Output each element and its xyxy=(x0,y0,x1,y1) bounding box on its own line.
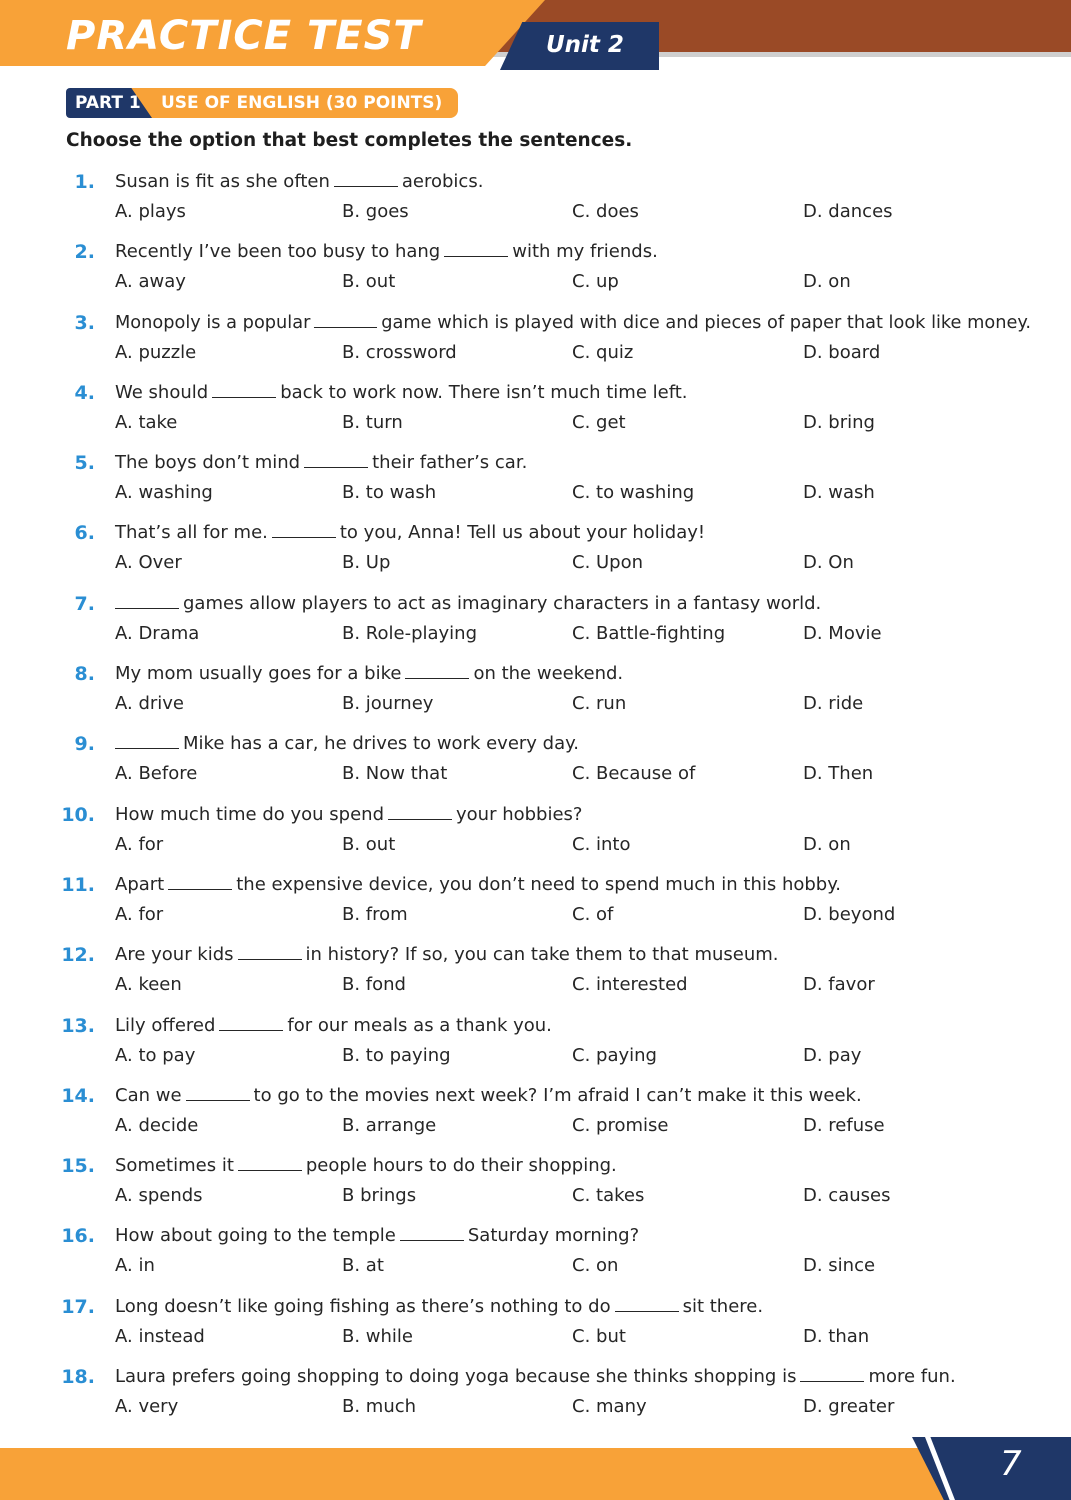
question-text xyxy=(115,1152,617,1180)
option-a: A. drive xyxy=(115,693,184,715)
question-item xyxy=(0,449,1071,519)
question-number: 1. xyxy=(74,171,95,193)
answer-blank xyxy=(405,662,469,679)
option-b: B. turn xyxy=(342,411,403,433)
option-c: C. many xyxy=(572,1396,647,1418)
question-text-after: people hours to do their shopping. xyxy=(305,1155,617,1177)
question-text-after: Saturday morning? xyxy=(467,1225,640,1247)
option-d: D. pay xyxy=(803,1044,862,1066)
answer-blank xyxy=(334,170,398,187)
question-text xyxy=(115,590,821,618)
option-d: D. beyond xyxy=(803,903,896,925)
part-name: USE OF ENGLISH (30 POINTS) xyxy=(161,93,443,113)
question-text xyxy=(115,379,688,407)
answer-blank xyxy=(800,1365,864,1382)
option-c: C. run xyxy=(572,693,627,715)
option-a: A. puzzle xyxy=(115,341,197,363)
option-b: B. while xyxy=(342,1325,413,1347)
option-c: C. interested xyxy=(572,974,688,996)
option-a: A. for xyxy=(115,903,164,925)
option-a: A. spends xyxy=(115,1185,203,1207)
option-c: C. Upon xyxy=(572,552,644,574)
question-item xyxy=(0,1152,1071,1222)
answer-blank xyxy=(238,943,302,960)
question-text-before: The boys don’t mind xyxy=(115,452,301,474)
question-text-before: Are your kids xyxy=(115,944,234,966)
question-item xyxy=(0,941,1071,1011)
question-text xyxy=(115,1012,552,1040)
question-text xyxy=(115,1082,862,1110)
question-text-after: to go to the movies next week? I’m afraid I can’t make it this week. xyxy=(253,1084,862,1106)
answer-blank xyxy=(615,1295,679,1312)
option-d: D. on xyxy=(803,271,851,293)
answer-blank xyxy=(400,1224,464,1241)
question-text xyxy=(115,1363,956,1391)
option-c: C. Because of xyxy=(572,763,696,785)
part-number: PART 1 xyxy=(75,93,141,113)
instruction: Choose the option that best completes the sentences. xyxy=(66,130,633,151)
option-c: C. up xyxy=(572,271,619,293)
question-item xyxy=(0,801,1071,871)
option-b: B. at xyxy=(342,1255,384,1277)
question-text xyxy=(115,449,527,477)
question-item xyxy=(0,1012,1071,1082)
question-number: 17. xyxy=(61,1295,95,1318)
question-item xyxy=(0,519,1071,589)
question-number: 2. xyxy=(74,241,95,264)
option-d: D. since xyxy=(803,1255,876,1277)
question-text-after: to you, Anna! Tell us about your holiday! xyxy=(339,522,706,544)
option-b: B. goes xyxy=(342,201,409,222)
question-number: 6. xyxy=(74,522,95,545)
question-item xyxy=(0,1082,1071,1152)
question-item xyxy=(0,1363,1071,1433)
answer-blank xyxy=(314,311,377,328)
question-text-before: That’s all for me. xyxy=(115,522,268,544)
question-number: 16. xyxy=(61,1225,95,1248)
question-text-after: sit there. xyxy=(682,1295,764,1317)
option-d: D. favor xyxy=(803,974,875,996)
question-text-before: My mom usually goes for a bike xyxy=(115,663,402,685)
option-c: C. Battle-fighting xyxy=(572,622,726,644)
option-a: A. for xyxy=(115,833,164,855)
question-item xyxy=(0,660,1071,730)
option-c: C. but xyxy=(572,1325,626,1347)
option-b: B. Role-playing xyxy=(342,622,478,644)
option-b: B. from xyxy=(342,903,408,925)
answer-blank xyxy=(168,873,232,890)
question-text xyxy=(115,168,483,196)
option-d: D. greater xyxy=(803,1396,895,1418)
question-text xyxy=(115,1222,639,1250)
question-text-after: game which is played with dice and pieces of paper that look like money. xyxy=(381,311,1031,333)
question-number: 11. xyxy=(61,873,95,896)
option-b: B. out xyxy=(342,833,396,855)
option-c: C. on xyxy=(572,1255,619,1277)
option-d: D. dances xyxy=(803,201,893,222)
question-item xyxy=(0,590,1071,660)
question-number: 5. xyxy=(74,452,95,475)
question-text-before: Sometimes it xyxy=(115,1155,234,1177)
part-badge xyxy=(66,88,458,118)
question-text xyxy=(115,660,623,688)
question-text xyxy=(115,801,583,829)
footer-band xyxy=(0,1448,1071,1500)
option-a: A. to pay xyxy=(115,1044,196,1066)
question-item xyxy=(0,1293,1071,1363)
question-item xyxy=(0,1222,1071,1292)
question-number: 7. xyxy=(74,592,95,615)
option-b: B brings xyxy=(342,1185,417,1207)
option-a: A. keen xyxy=(115,974,182,996)
question-text xyxy=(115,730,579,758)
question-text-before: How much time do you spend xyxy=(115,803,385,825)
option-b: B. Up xyxy=(342,552,391,574)
option-b: B. journey xyxy=(342,693,434,715)
option-d: D. Movie xyxy=(803,622,882,644)
question-text-before: Apart xyxy=(115,873,165,895)
option-a: A. in xyxy=(115,1255,155,1277)
option-c: C. into xyxy=(572,833,631,855)
question-text-before: Can we xyxy=(115,1084,182,1106)
answer-blank xyxy=(444,240,508,257)
question-text xyxy=(115,309,1031,337)
option-b: B. to paying xyxy=(342,1044,451,1066)
question-number: 12. xyxy=(61,944,95,967)
option-d: D. ride xyxy=(803,693,864,715)
unit-label: Unit 2 xyxy=(546,32,624,58)
option-a: A. away xyxy=(115,271,186,293)
option-b: B. to wash xyxy=(342,482,437,504)
option-c: C. promise xyxy=(572,1114,669,1136)
option-a: A. plays xyxy=(115,201,186,222)
option-c: C. does xyxy=(572,201,639,222)
page-number: 7 xyxy=(1000,1444,1022,1484)
question-text-after: more fun. xyxy=(868,1366,956,1388)
question-text-before: Susan is fit as she often xyxy=(115,171,330,192)
question-text-after: back to work now. There isn’t much time left. xyxy=(280,381,688,403)
answer-blank xyxy=(186,1084,250,1101)
question-text-after: the expensive device, you don’t need to spend much in this hobby. xyxy=(236,873,842,895)
question-number: 8. xyxy=(74,663,95,686)
option-d: D. board xyxy=(803,341,881,363)
question-item xyxy=(0,730,1071,800)
question-text-before: Lily offered xyxy=(115,1014,216,1036)
option-c: C. of xyxy=(572,903,614,925)
question-text-after: for our meals as a thank you. xyxy=(287,1014,552,1036)
option-a: A. washing xyxy=(115,482,213,504)
option-d: D. Then xyxy=(803,763,874,785)
question-number: 13. xyxy=(61,1014,95,1037)
option-a: A. instead xyxy=(115,1325,205,1347)
option-c: C. get xyxy=(572,411,626,433)
answer-blank xyxy=(388,803,452,820)
question-text-after: aerobics. xyxy=(401,171,484,192)
question-number: 4. xyxy=(74,381,95,404)
option-b: B. much xyxy=(342,1396,417,1418)
question-number: 3. xyxy=(74,311,95,334)
question-text xyxy=(115,871,841,899)
question-text-before: We should xyxy=(115,381,209,403)
option-d: D. on xyxy=(803,833,851,855)
question-item xyxy=(0,379,1071,449)
option-b: B. fond xyxy=(342,974,406,996)
question-number: 10. xyxy=(61,803,95,826)
question-text-after: your hobbies? xyxy=(456,803,583,825)
question-text-after: on the weekend. xyxy=(473,663,624,685)
option-a: A. very xyxy=(115,1396,179,1418)
option-d: D. wash xyxy=(803,482,875,504)
option-a: A. Over xyxy=(115,552,182,574)
option-d: D. causes xyxy=(803,1185,891,1207)
option-d: D. than xyxy=(803,1325,870,1347)
answer-blank xyxy=(219,1014,283,1031)
question-text xyxy=(115,519,705,547)
question-item xyxy=(0,309,1071,379)
option-b: B. arrange xyxy=(342,1114,437,1136)
question-item xyxy=(0,168,1071,238)
option-c: C. to washing xyxy=(572,482,695,504)
option-d: D. bring xyxy=(803,411,875,433)
question-text xyxy=(115,941,779,969)
question-text-before: Laura prefers going shopping to doing yoga because she thinks shopping is xyxy=(115,1366,797,1388)
question-text-after: games allow players to act as imaginary characters in a fantasy world. xyxy=(183,592,822,614)
answer-blank xyxy=(272,521,336,538)
question-item xyxy=(0,238,1071,308)
question-text-after: with my friends. xyxy=(512,241,658,263)
answer-blank xyxy=(115,732,179,749)
option-d: D. refuse xyxy=(803,1114,885,1136)
option-b: B. Now that xyxy=(342,763,448,785)
question-text-before: Long doesn’t like going fishing as there’s nothing to do xyxy=(115,1295,611,1317)
question-text-before: How about going to the temple xyxy=(115,1225,396,1247)
option-d: D. On xyxy=(803,552,854,574)
option-a: A. decide xyxy=(115,1114,199,1136)
question-number: 14. xyxy=(61,1084,95,1107)
option-b: B. crossword xyxy=(342,341,457,363)
option-c: C. paying xyxy=(572,1044,657,1066)
option-c: C. takes xyxy=(572,1185,645,1207)
answer-blank xyxy=(212,381,276,398)
question-text-after: their father’s car. xyxy=(372,452,528,474)
question-text-after: Mike has a car, he drives to work every day. xyxy=(183,733,579,755)
option-a: A. Drama xyxy=(115,622,200,644)
answer-blank xyxy=(238,1154,302,1171)
option-a: A. take xyxy=(115,411,178,433)
question-list xyxy=(0,168,1071,1433)
question-number: 9. xyxy=(74,733,95,756)
question-text-before: Monopoly is a popular xyxy=(115,311,311,333)
question-number: 15. xyxy=(61,1155,95,1178)
page-title: PRACTICE TEST xyxy=(66,13,422,59)
question-text-before: Recently I’ve been too busy to hang xyxy=(115,241,441,263)
answer-blank xyxy=(304,451,368,468)
answer-blank xyxy=(115,592,179,609)
question-text-after: in history? If so, you can take them to that museum. xyxy=(305,944,779,966)
option-c: C. quiz xyxy=(572,341,634,363)
question-text xyxy=(115,238,658,266)
option-b: B. out xyxy=(342,271,396,293)
question-number: 18. xyxy=(61,1366,95,1389)
question-text xyxy=(115,1293,763,1321)
option-a: A. Before xyxy=(115,763,198,785)
question-item xyxy=(0,871,1071,941)
